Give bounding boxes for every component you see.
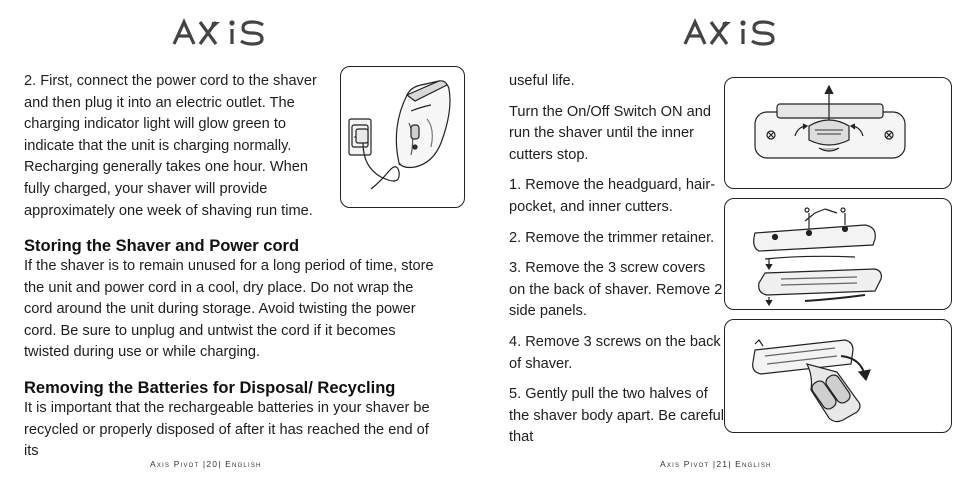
charging-paragraph: 2. First, connect the power cord to the shaver and then plug it into an electric outlet. The charging indicator light will glow green to indicate that the unit is charging normally. Recharging generally takes one hour. When fully charged, your shaver will provide approximately one week of shaving run time. xyxy=(24,73,317,219)
step-4: 4. Remove 3 screws on the back of shaver. xyxy=(509,333,721,372)
shaver-disassembly-illustration xyxy=(724,198,952,310)
footer-text: Axis Pivot |20| English xyxy=(150,459,262,469)
battery-disposal-heading: Removing the Batteries for Disposal/ Recycling xyxy=(24,379,396,397)
battery-disposal-section xyxy=(24,378,444,463)
page-footer-right xyxy=(660,459,772,469)
storing-body: If the shaver is to remain unused for a long period of time, store the unit and power cord in a cool, dry place. Do not wrap the cord around the unit during storage. Avoid twisting the power cord. Be sure to unplug and untwist the cord if it becomes twisted during use or while charging. xyxy=(24,258,434,361)
battery-disposal-body: It is important that the rechargeable batteries in your shaver be recycled or properly disposed of after it has reached the end of its xyxy=(24,400,430,460)
charging-instructions xyxy=(24,71,329,222)
paragraph-switch-on: Turn the On/Off Switch ON and run the shaver until the inner cutters stop. xyxy=(509,103,711,163)
shaver-head-removal-illustration xyxy=(724,77,952,189)
step-2: 2. Remove the trimmer retainer. xyxy=(509,229,715,246)
step-1: 1. Remove the headguard, hair-pocket, and inner cutters. xyxy=(509,177,716,215)
storing-section xyxy=(24,236,444,364)
shaver-charging-illustration xyxy=(340,66,465,208)
page-footer-left xyxy=(150,459,262,469)
axis-logo xyxy=(172,18,272,48)
axis-logo xyxy=(683,18,783,48)
battery-removal-illustration xyxy=(724,319,952,433)
disassembly-instructions xyxy=(509,71,724,458)
step-5: 5. Gently pull the two halves of the shaver body apart. Be careful that xyxy=(509,386,724,446)
footer-text: Axis Pivot |21| English xyxy=(660,459,772,469)
right-page xyxy=(477,0,954,477)
step-3: 3. Remove the 3 screw covers on the back of shaver. Remove 2 side panels. xyxy=(509,260,723,320)
storing-heading: Storing the Shaver and Power cord xyxy=(24,237,300,255)
paragraph-useful-life: useful life. xyxy=(509,73,575,89)
